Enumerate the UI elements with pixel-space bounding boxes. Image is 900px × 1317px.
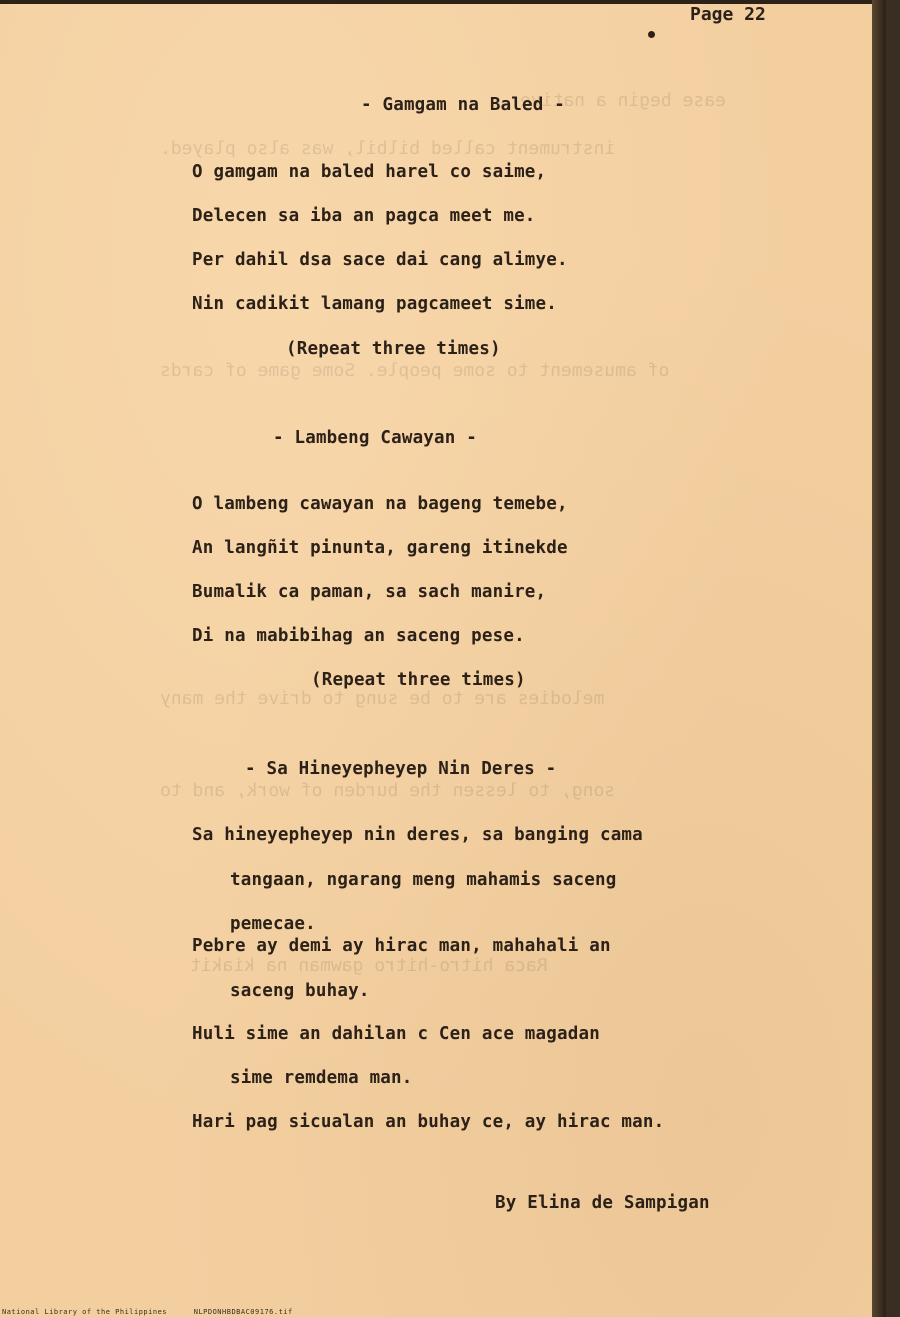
poem-line: pemecae.: [230, 914, 316, 934]
footer-file-id: NLPDONHBDBAC09176.tif: [193, 1308, 293, 1316]
bleed-through-text: of amusement to some people. Some game of cards: [160, 360, 670, 381]
footer-institution: National Library of the Philippines: [2, 1308, 168, 1316]
bleed-through-text: melodies are to be sung to drive the many: [160, 688, 605, 709]
poem-line: Hari pag sicualan an buhay ce, ay hirac man.: [192, 1112, 665, 1132]
poem-line: An langñit pinunta, gareng itinekde: [192, 538, 568, 558]
repeat-note: (Repeat three times): [286, 339, 501, 359]
poem-line: Huli sime an dahilan c Cen ace magadan: [192, 1024, 600, 1044]
bleed-through-text: ease begin a native: [520, 90, 726, 111]
poem-line: Di na mabibihag an saceng pese.: [192, 626, 525, 646]
poem-line: Bumalik ca paman, sa sach manire,: [192, 582, 547, 602]
poem-line: tangaan, ngarang meng mahamis saceng: [230, 870, 617, 890]
poem-line: Delecen sa iba an pagca meet me.: [192, 206, 536, 226]
poem-line: saceng buhay.: [230, 981, 370, 1001]
scan-right-edge: [872, 0, 886, 1317]
poem-line: O gamgam na baled harel co saime,: [192, 162, 547, 182]
poem-title-lambeng-cawayan: - Lambeng Cawayan -: [273, 428, 477, 448]
poem-line: sime remdema man.: [230, 1068, 413, 1088]
poem-line: Per dahil dsa sace dai cang alimye.: [192, 250, 568, 270]
poem-line: O lambeng cawayan na bageng temebe,: [192, 494, 568, 514]
page-number: Page 22: [690, 4, 766, 25]
poem-title-gamgam-na-baled: - Gamgam na Baled -: [361, 95, 565, 115]
poem-line: Nin cadikit lamang pagcameet sime.: [192, 294, 558, 314]
scan-footer: [2, 1308, 315, 1316]
bleed-through-text: song, to lessen the burden of work, and to: [160, 780, 616, 801]
ink-dot: [648, 31, 655, 38]
poem-line: Pebre ay demi ay hirac man, mahahali an: [192, 936, 611, 956]
bleed-through-text: instrument called bilbil, was also played.: [160, 138, 616, 159]
bleed-through-text: Raca hitro-hitro gawman na kiakit: [190, 955, 548, 976]
poem-line: Sa hineyepheyep nin deres, sa banging cama: [192, 825, 643, 845]
repeat-note: (Repeat three times): [311, 670, 526, 690]
author-byline: By Elina de Sampigan: [495, 1193, 710, 1213]
poem-title-sa-hineyepheyep-nin-deres: - Sa Hineyepheyep Nin Deres -: [245, 759, 557, 779]
